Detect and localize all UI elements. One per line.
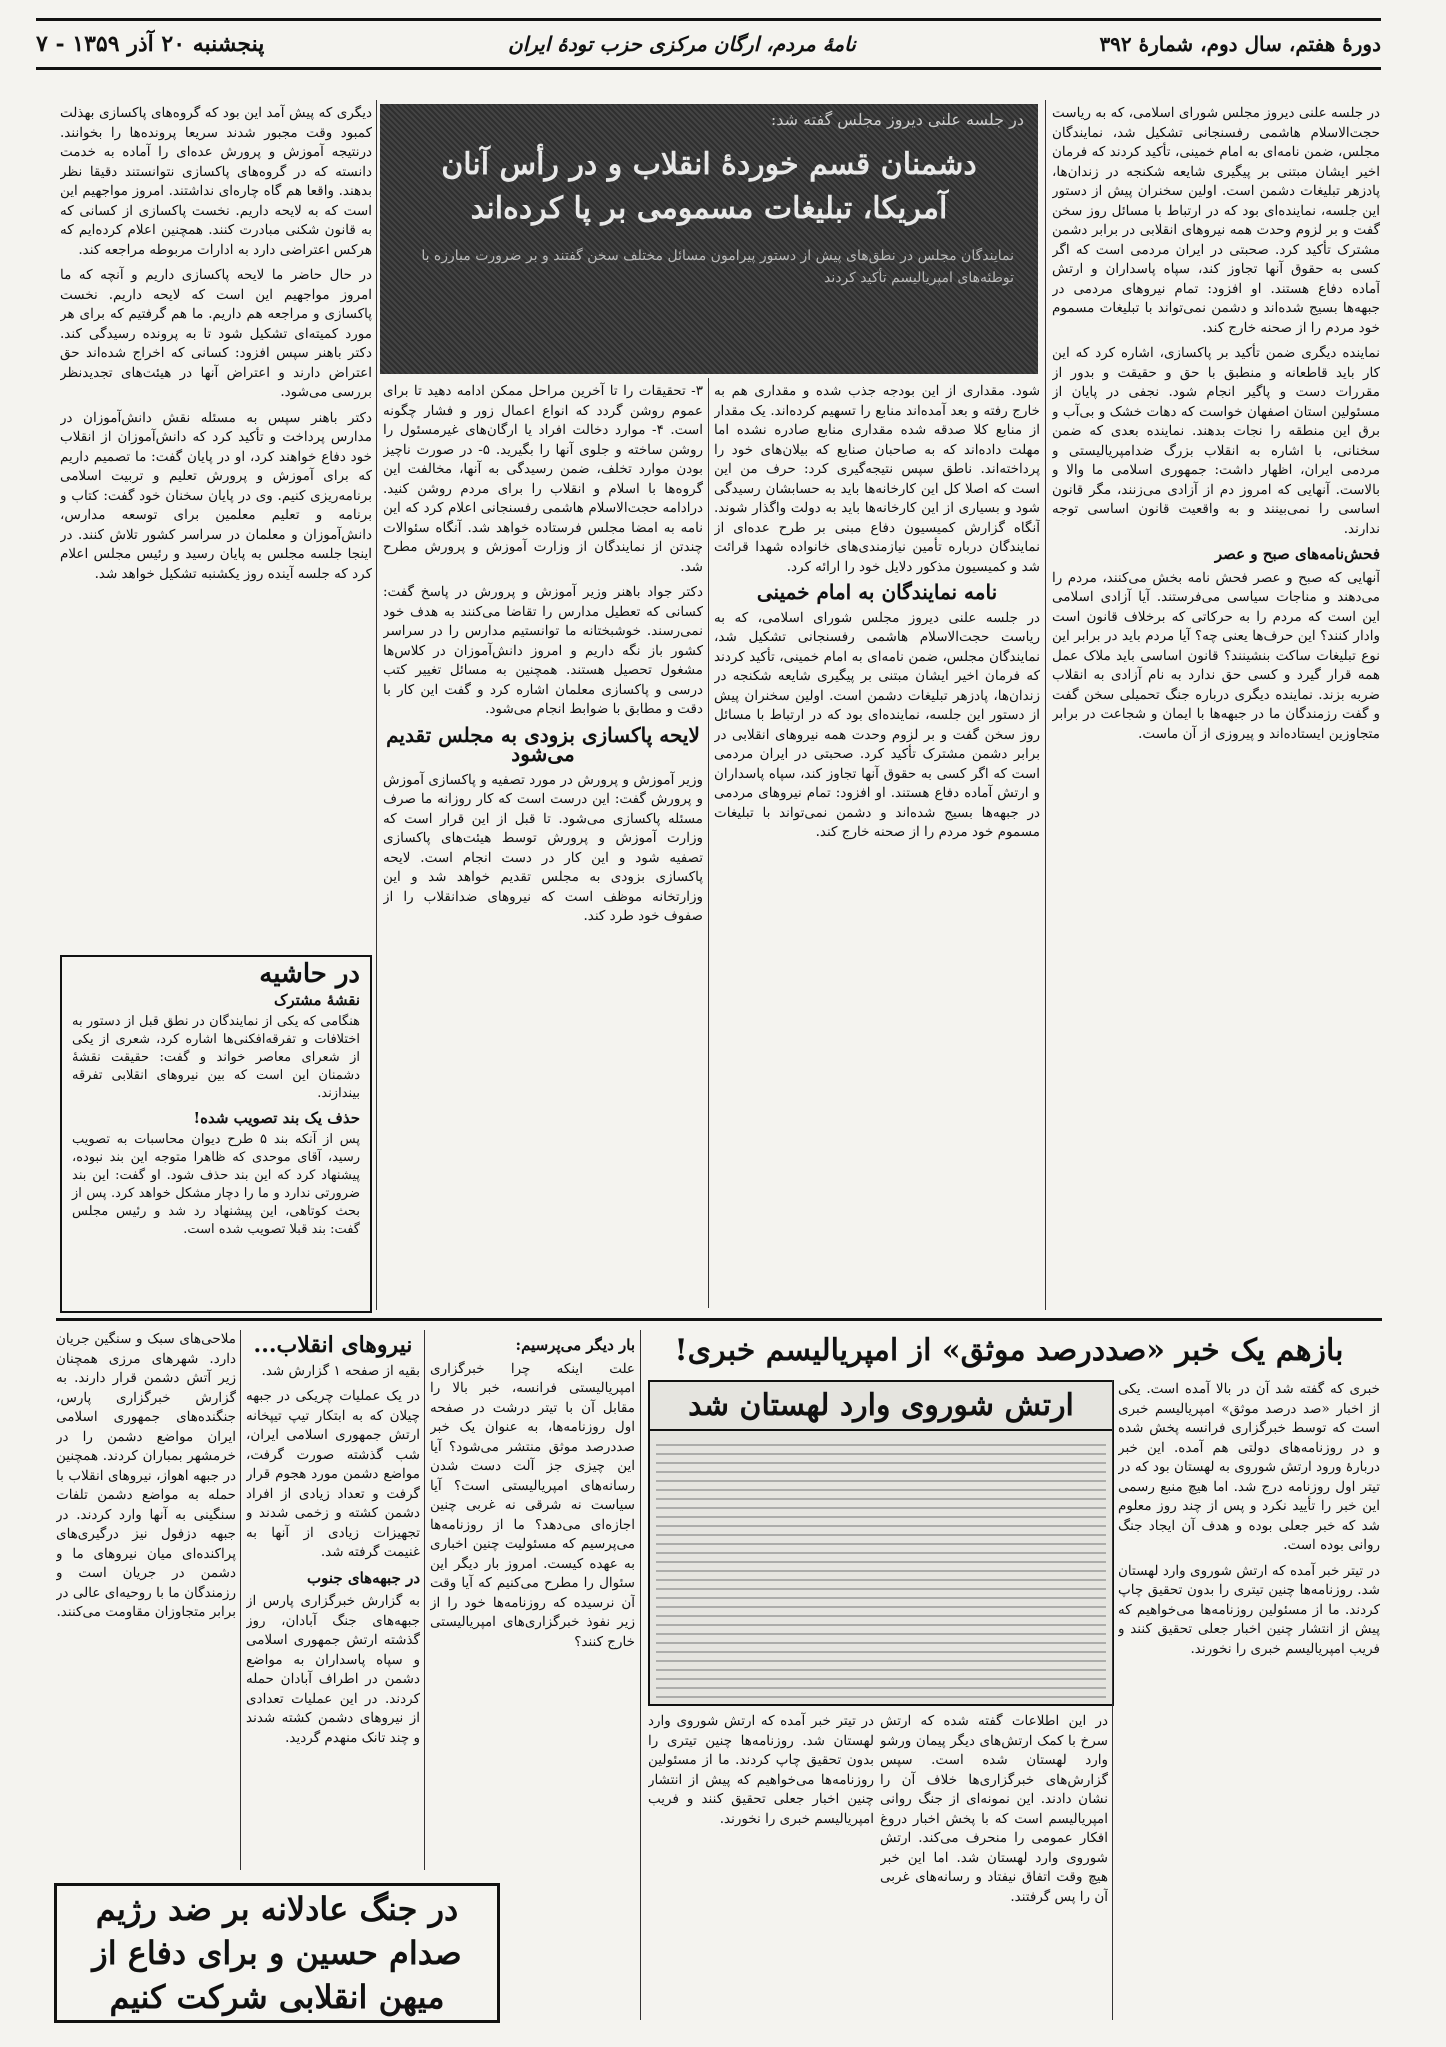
bottom-banner-headline: بازهم یک خبر «صددرصد موثق» از امپریالیسم خبری!	[674, 1333, 1344, 1368]
story-body: دکتر باهنر سپس به مسئله نقش دانش‌آموزان در مدارس پرداخت و تأکید کرد که دانش‌آموزان از انقلاب خود دفاع خواهند کرد، او در پایان گفت: ما تصمیم داریم که برای آموزش و پرورش تعلیم و تربیت اسلامی برنامه‌ریزی کنیم. وی در پایان سخنان خود گفت: کتاب و برنامه و تعلیم معلمین برای توسعه مدارس، دانش‌آموزان و معلمان در سراسر کشور تلاش کنند. در اینجا جلسه مجلس به پایان رسید و رئیس مجلس اعلام کرد که جلسه آینده روز یکشنبه تشکیل خواهد شد.	[60, 409, 372, 582]
story-body: دکتر جواد باهنر وزیر آموزش و پرورش در پاسخ گفت: کسانی که تعطیل مدارس را تقاضا می‌کنند به هدف خود نمی‌رسند. خوشبختانه ما توانستیم مدارس را در سراسر کشور باز نگه داریم و امروز دانش‌آموزان در کلاس‌ها مشغول تحصیل هستند. همچنین به مسائل تغییر کتب درسی و پاکسازی معلمان اشاره کرد و گفت این کار با دقت و مطابق با ضوابط انجام می‌شود.	[383, 584, 703, 717]
story-body: آنهایی که صبح و عصر فحش نامه بخش می‌کنند، مردم را می‌دهند و مناجات سیاسی می‌فرستند. آیا آزادی اسلامی این است که مردم را به حرکاتی که برخلاف قانون است وادار کنند؟ این حرف‌ها یعنی چه؟ آیا مردم باید در برابر این نوع تبلیغات ساکت بنشینند؟ قانون اساسی باید ملاک عمل همه قرار گیرد و کسی حق ندارد به نام آزادی به انقلاب ضربه بزند. نماینده دیگری درباره جنگ تحمیلی سخن گفت و گفت رزمندگان ما در جبهه‌ها با ایمان و شجاعت در برابر متجاوزین ایستاده‌اند و پیروزی از آن ماست.	[1052, 569, 1380, 742]
leftmost-bottom-column	[56, 1330, 236, 1870]
column-divider	[424, 1330, 425, 1870]
column-divider	[708, 378, 709, 1308]
sidebar-item-body: هنگامی که یکی از نمایندگان در نطق قبل از دستور به اختلافات و تفرقه‌افکنی‌ها اشاره کرد، شعری از یکی از شعرای معاصر خواند و گفت: حقیقت نقشهٔ دشمنان این است که بین نیروهای انقلابی تفرقه بیندازند.	[72, 1014, 360, 1101]
masthead	[36, 18, 1381, 70]
sidebar-item-title: نقشهٔ مشترک	[273, 991, 360, 1009]
bottom-right-column	[1118, 1380, 1380, 2020]
letter-heading: نامه نمایندگان به امام خمینی	[756, 580, 998, 604]
story-body: در این اطلاعات گفته شده که ارتش سرخ با کمک ارتش‌های دیگر پیمان ورشو وارد لهستان شده است. سپس گزارش‌های خبرگزاری‌ها خلاف آن را نشان دادند. این نمونه‌ای از جنگ روانی امپریالیسم است که با پخش اخبار دروغ افکار عمومی را منحرف می‌کند. ارتش شوروی وارد لهستان شد. اما این خبر هیچ وقت اتفاق نیفتاد و رسانه‌های غربی آن را پس گرفتند.	[880, 1713, 1108, 1905]
call-to-action-box: در جنگ عادلانه بر ضد رژیم صدام حسین و برای دفاع از میهن انقلابی شرکت کنیم	[54, 1883, 500, 2023]
story-body: در جلسه علنی دیروز مجلس شورای اسلامی، که به ریاست حجت‌الاسلام هاشمی رفسنجانی تشکیل شد، نمایندگان مجلس، ضمن نامه‌ای به امام خمینی، تأکید کردند که فرمان اخیر ایشان مبتنی بر پیگیری شایعه شکنجه در زندان‌ها، پادزهر تبلیغات دشمن است. اولین سخنران پیش از دستور این جلسه، نماینده‌ای بود که در ارتباط با مسائل روز سخن گفت و بر لزوم وحدت همه نیروهای انقلابی در برابر دشمن مشترک تأکید کرد. صحبتی در ایران مردمی است که اگر کسی به حقوق آنها تجاوز کند، سپاه پاسداران و ارتش آماده دفاع هستند. او افزود: تمام نیروهای مردمی در جبهه‌ها بسیج شده‌اند و دشمن نمی‌تواند با تبلیغات مسموم خود مردم را از صحنه خارج کند.	[1052, 105, 1380, 336]
column-divider	[376, 100, 377, 1310]
story-body: خبری که گفته شد آن در بالا آمده است. یکی از اخبار «صد درصد موثق» امپریالیسم خبری است که توسط خبرگزاری فرانسه پخش شده و در روزنامه‌های دولتی هم آمده. این خبر دربارهٔ ورود ارتش شوروی به لهستان بود که در تیتر اول روزنامه درج شد. اما هیچ منبع رسمی این خبر را تأیید نکرد و پس از چند روز معلوم شد که خبر جعلی بوده و هدف آن ایجاد جنگ روانی بوده است.	[1118, 1381, 1380, 1553]
story-body: به گزارش خبرگزاری پارس از جبهه‌های جنگ آبادان، روز گذشته ارتش جمهوری اسلامی و سپاه پاسداران به مواضع دشمن در اطراف آبادان حمله کردند. در این عملیات تعدادی از نیروهای دشمن کشته شدند و چند تانک منهدم گردید.	[246, 1593, 420, 1746]
story-body: ملاحی‌های سبک و سنگین جریان دارد. شهرهای مرزی همچنان زیر آتش دشمن قرار دارند. به گزارش خبرگزاری پارس، جنگنده‌های جمهوری اسلامی ایران مواضع دشمن را در خرمشهر بمباران کردند. همچنین در جبهه اهواز، نیروهای انقلاب با حمله به مواضع دشمن تلفات سنگینی به آنها وارد کردند. در جبهه دزفول نیز درگیری‌های پراکنده‌ای میان نیروهای ما و دشمن در جریان است و رزمندگان ما با روحیه‌ای عالی در برابر متجاوزان مقاومت می‌کنند.	[56, 1331, 236, 1620]
column-divider	[640, 1330, 641, 2020]
clipping-text-image	[656, 1444, 1106, 1698]
center-column-a	[714, 382, 1040, 1307]
story-headline: نیروهای انقلاب...	[253, 1332, 413, 1358]
column-divider	[1112, 1380, 1113, 2020]
lead-story-box	[380, 104, 1038, 374]
story-body: در تیتر خبر آمده که ارتش شوروی وارد لهستان شد. روزنامه‌ها چنین تیتری را بدون تحقیق چاپ کردند. ما از مسئولین روزنامه‌ها می‌خواهیم که پیش از انتشار چنین اخبار جعلی تحقیق کنند و فریب امپریالیسم خبری را نخورند.	[1118, 1562, 1380, 1657]
sidebar-title: در حاشیه	[259, 959, 360, 989]
sidebar-item-body: پس از آنکه بند ۵ طرح دیوان محاسبات به تصویب رسید، آقای موحدی که ظاهرا متوجه این بند نبوده، پیشنهاد کرد که این بند حذف شود. او گفت: این بند ضرورتی ندارد و ما را دچار مشکل خواهد کرد. پس از بحث کوتاهی، این پیشنهاد رد شد و رئیس مجلس گفت: بند قبلا تصویب شده است.	[72, 1132, 361, 1237]
newspaper-clipping	[648, 1380, 1114, 1706]
issue-number: دورهٔ هفتم، سال دوم، شمارهٔ ۳۹۲	[1099, 32, 1381, 56]
section-divider	[56, 1318, 1382, 1321]
column-divider	[1045, 100, 1046, 1310]
story-body: در حال حاضر ما لایحه پاکسازی داریم و آنچه که ما امروز مواجهیم این است که لایحه داریم. نخست پاکسازی و مراجعه هم داریم. ما هم گرفتیم که برای هر مورد کمیته‌ای تشکیل شود تا به پرونده رسیدگی کند. دکتر باهنر سپس افزود: کسانی که اخراج شده‌اند حق اعتراض دارند و اعتراض آنها در هیئت‌های تجدیدنظر بررسی می‌شود.	[60, 267, 372, 400]
story-body: در یک عملیات چریکی در جبهه چیلان که به ابتکار تیپ تیپخانه ارتش جمهوری اسلامی ایران، شب گذشته صورت گرفت، مواضع دشمن مورد هجوم قرار گرفت و تعداد زیادی از افراد دشمن کشته و زخمی شدند و تجهیزات زیادی از آنها به غنیمت گرفته شد.	[246, 1388, 420, 1560]
section-heading: فحش‌نامه‌های صبح و عصر	[1214, 545, 1380, 563]
story-headline: لایحه پاکسازی بزودی به مجلس تقدیم می‌شود	[386, 722, 700, 766]
clipping-headline: ارتش شوروی وارد لهستان شد	[650, 1382, 1112, 1431]
revolution-forces-column	[246, 1330, 420, 1870]
story-body: وزیر آموزش و پرورش در مورد تصفیه و پاکسازی آموزش و پرورش گفت: این درست است که کار روزانه ما صرف مسئله پاکسازی می‌شود. تا قبل از این قرار است که وزارت آموزش و پرورش توسط هیئت‌های پاکسازی تصفیه شود و این کار در دست انجام است. لایحه پاکسازی بزودی به مجلس تقدیم خواهد شد و این وزارتخانه موظف است که نیروهای ضدانقلاب را از صفوف خود طرد کند.	[383, 771, 703, 924]
story-body: علت اینکه چرا خبرگزاری امپریالیستی فرانسه، خبر بالا را مقابل آن با تیتر درشت در صفحه اول روزنامه‌ها، به عنوان یک خبر صددرصد موثق منتشر می‌شود؟ آیا این چیزی جز آلت دست شدن رسانه‌های امپریالیستی است؟ آیا سیاست نه شرقی نه غربی چنین اجازه‌ای می‌دهد؟ ما از روزنامه‌ها می‌پرسیم که مسئولیت چنین اخباری به عهده کیست. امروز بار دیگر این سئوال را مطرح می‌کنیم که آیا وقت آن نرسیده که روزنامه‌ها خود را از زیر نفوذ خبرگزاری‌های امپریالیستی خارج کنند؟	[430, 1360, 635, 1650]
lead-lede: نمایندگان مجلس در نطق‌های پیش از دستور پیرامون مسائل مختلف سخن گفتند و بر ضرورت مبارزه با توطئه‌های امپریالیسم تأکید کردند	[421, 248, 1014, 286]
lead-kicker: در جلسه علنی دیروز مجلس گفته شد:	[770, 110, 1024, 129]
newspaper-name: نامهٔ مردم، ارگان مرکزی حزب تودهٔ ایران	[508, 32, 856, 56]
under-clipping-column	[880, 1712, 1108, 2022]
right-column	[1052, 104, 1380, 1309]
story-body: دیگری که پیش آمد این بود که گروه‌های پاکسازی بهذلت کمبود وقت مجبور شدند سریعا پرونده‌ها را بخوانند. درنتیجه آموزش و پرورش عده‌ای را آماده به خدمت دانسته که در گروه‌های پاکسازی نتوانستند دقیقا نظر بدهند. واقعا هم گاه چاره‌ای نداشتند. امروز مواجهیم این است که به لایحه داریم. نخست پاکسازی از کسانی که به قانون شکنی مبادرت کنند. همچنین اعلام کرده‌ایم که هرکس اعتراضی دارد به ادارات مربوطه مراجعه کند.	[60, 105, 372, 258]
column-divider	[240, 1330, 241, 1870]
sidebar-item-title: حذف یک بند تصویب شده!	[193, 1109, 360, 1127]
center-column-b	[383, 382, 703, 1307]
story-body: در جلسه علنی دیروز مجلس شورای اسلامی، که به ریاست حجت‌الاسلام هاشمی رفسنجانی تشکیل شد، نمایندگان مجلس، ضمن نامه‌ای به امام خمینی، تأکید کردند که فرمان اخیر ایشان مبتنی بر پیگیری شایعه شکنجه در زندان‌ها، پادزهر تبلیغات دشمن است. اولین سخنران پیش از دستور این جلسه، نماینده‌ای بود که در ارتباط با مسائل روز سخن گفت و بر لزوم وحدت همه نیروهای انقلابی در برابر دشمن مشترک تأکید کرد. صحبتی در ایران مردمی است که اگر کسی به حقوق آنها تجاوز کند، سپاه پاسداران و ارتش آماده دفاع هستند. او افزود: تمام نیروهای مردمی در جبهه‌ها بسیج شده‌اند و دشمن نمی‌تواند با تبلیغات مسموم خود مردم را از صحنه خارج کند.	[714, 609, 1040, 840]
section-heading: در جبهه‌های جنوب	[306, 1568, 420, 1587]
lead-headline: دشمنان قسم خوردهٔ انقلاب و در رأس آنان آمریکا، تبلیغات مسمومی بر پا کرده‌اند	[441, 147, 977, 226]
sidebar-box	[60, 955, 372, 1313]
story-header: بار دیگر می‌پرسیم:	[515, 1336, 635, 1354]
story-body: بقیه از صفحه ۱ گزارش شد.	[261, 1362, 420, 1379]
left-column	[60, 104, 372, 949]
story-body: ۳- تحقیقات را تا آخرین مراحل ممکن ادامه دهید تا برای عموم روشن گردد که انواع اعمال زور و فشار چگونه است. ۴- موارد دخالت افراد یا ارگان‌های غیرمسئول را روشن ساخته و جلوی آنها را بگیرید. ۵- در صورت ناچیز بودن موارد تخلف، ضمن رسیدگی به آنها، مخالفت این گروه‌ها با اسلام و انقلاب را برای مردم روشن کنید. درادامه حجت‌الاسلام هاشمی رفسنجانی اعلام کرد که این نامه به امضا مجلس فرستاده خواهد شد. آنگاه سئوالات چندتن از نمایندگان از وزارت آموزش و پرورش مطرح شد.	[383, 383, 703, 575]
story-body: در تیتر خبر آمده که ارتش شوروی وارد لهستان شد. روزنامه‌ها چنین تیتری را بدون تحقیق چاپ کردند. ما از مسئولین روزنامه‌ها می‌خواهیم که پیش از انتشار چنین اخبار جعلی تحقیق کنند و فریب امپریالیسم خبری را نخورند.	[648, 1713, 874, 1827]
story-body: نماینده دیگری ضمن تأکید بر پاکسازی، اشاره کرد که این کار باید قاطعانه و منطبق با حق و حقیقت و بدور از مقررات دست و پاگیر انجام شود. نجفی در پایان از مسئولین استان اصفهان خواست که دهات خشک و بی‌آب و برق این منطقه را نجات بدهند. نماینده بعدی که ضمن سخنانی، با اشاره به انقلاب بزرگ ضدامپریالیستی و مردمی ایران، اظهار داشت: جمهوری اسلامی ما والا و بالاست. آنهایی که امروز دم از آزادی می‌زنند، مگر قانون اساسی را نمی‌بینند و به واقعیت قانون اساسی توجه ندارند.	[1052, 345, 1380, 537]
under-clipping-column	[648, 1712, 874, 2022]
story-body: شود. مقداری از این بودجه جذب شده و مقداری هم به خارج رفته و بعد آمده‌اند منابع را تسهیم کرده‌اند. یک مقدار از منابع کلا صدقه شده مقداری منابع صادره نشده اما مهلت داده‌اند که به صاحبان صنایع که بیلان‌های خود را پرداخته‌اند. ناطق سپس نتیجه‌گیری کرد: حرف من این است که اصلا کل این کارخانه‌ها باید به حسابشان رسیدگی شود و بسیاری از این کارخانه‌ها باید به دولت واگذار شوند. آنگاه گزارش کمیسیون دفاع مبنی بر طرح عده‌ای از نمایندگان درباره تأمین نیازمندی‌های خانواده شهدا قرائت شد و کمیسیون مذکور دلایل خود را ارائه کرد.	[714, 383, 1040, 575]
issue-date: پنجشنبه ۲۰ آذر ۱۳۵۹ - ۷	[36, 31, 265, 57]
